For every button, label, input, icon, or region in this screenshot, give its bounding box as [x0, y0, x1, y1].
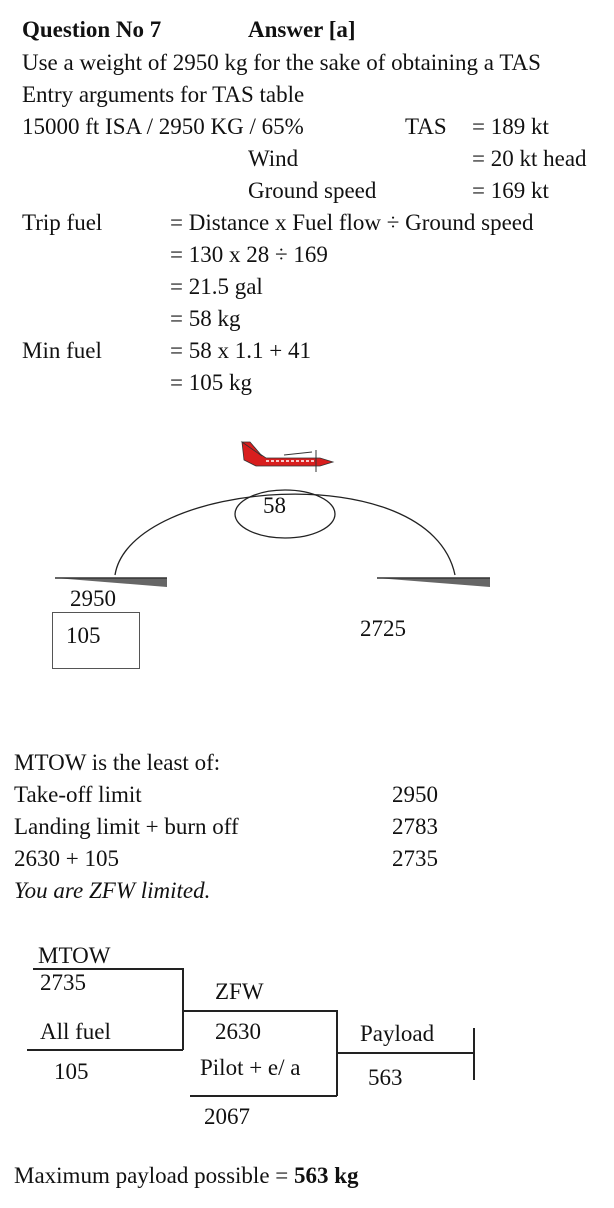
answer-label: Answer [a]: [248, 17, 356, 42]
max-payload-value: 563 kg: [294, 1163, 359, 1188]
zfw-limited-note: You are ZFW limited.: [14, 878, 211, 903]
landing-limit-label: Landing limit + burn off: [14, 814, 239, 839]
mtow-label: MTOW: [38, 943, 111, 968]
intro-line-1: Use a weight of 2950 kg for the sake of obtaining a TAS: [22, 50, 541, 75]
mtow-heading: MTOW is the least of:: [14, 750, 221, 775]
payload-line: [336, 1052, 474, 1054]
trip-fuel-line-3: = 21.5 gal: [170, 274, 263, 299]
landing-runway: [377, 578, 490, 587]
tas-value: = 189 kt: [472, 114, 549, 139]
takeoff-limit-value: 2950: [392, 782, 438, 807]
wind-label: Wind: [248, 146, 299, 171]
burn-value: 58: [263, 493, 286, 518]
pilot-label: Pilot + e/ a: [200, 1055, 301, 1080]
trip-fuel-line-2: = 130 x 28 ÷ 169: [170, 242, 328, 267]
payload-value: 563: [368, 1065, 403, 1090]
payload-end-line: [473, 1028, 475, 1080]
landing-weight: 2725: [360, 616, 406, 641]
pilot-line: [190, 1095, 337, 1097]
conclusion: [14, 1164, 359, 1187]
trip-fuel-line-1: = Distance x Fuel flow ÷ Ground speed: [170, 210, 534, 235]
ground-speed-value: = 169 kt: [472, 178, 549, 203]
conclusion-text: Maximum payload possible =: [14, 1163, 294, 1188]
payload-label: Payload: [360, 1021, 435, 1046]
fuel-box-value: 105: [66, 623, 101, 648]
pilot-value: 2067: [204, 1104, 250, 1129]
ground-speed-label: Ground speed: [248, 178, 377, 203]
zfw-value: 2630: [215, 1019, 261, 1044]
fuel-value: 105: [54, 1059, 89, 1084]
tas-label: TAS: [405, 114, 447, 139]
min-fuel-line-2: = 105 kg: [170, 370, 252, 395]
min-fuel-line-1: = 58 x 1.1 + 41: [170, 338, 311, 363]
intro-line-2: Entry arguments for TAS table: [22, 82, 305, 107]
takeoff-weight: 2950: [70, 586, 116, 611]
all-fuel-label: All fuel: [40, 1019, 111, 1044]
question-number: Question No 7: [22, 17, 162, 42]
fuel-line: [27, 1049, 183, 1051]
takeoff-limit-label: Take-off limit: [14, 782, 142, 807]
mtow-value: 2735: [40, 970, 86, 995]
trip-fuel-line-4: = 58 kg: [170, 306, 241, 331]
zfw-line: [182, 1010, 337, 1012]
min-fuel-label: Min fuel: [22, 338, 102, 363]
wind-value: = 20 kt head: [472, 146, 587, 171]
intro-line-3: 15000 ft ISA / 2950 KG / 65%: [22, 114, 304, 139]
zfw-sum-label: 2630 + 105: [14, 846, 119, 871]
aircraft-icon: [242, 442, 333, 472]
mtow-split-line: [182, 968, 184, 1050]
zfw-sum-value: 2735: [392, 846, 438, 871]
trip-fuel-label: Trip fuel: [22, 210, 103, 235]
zfw-label: ZFW: [215, 979, 264, 1004]
landing-limit-value: 2783: [392, 814, 438, 839]
